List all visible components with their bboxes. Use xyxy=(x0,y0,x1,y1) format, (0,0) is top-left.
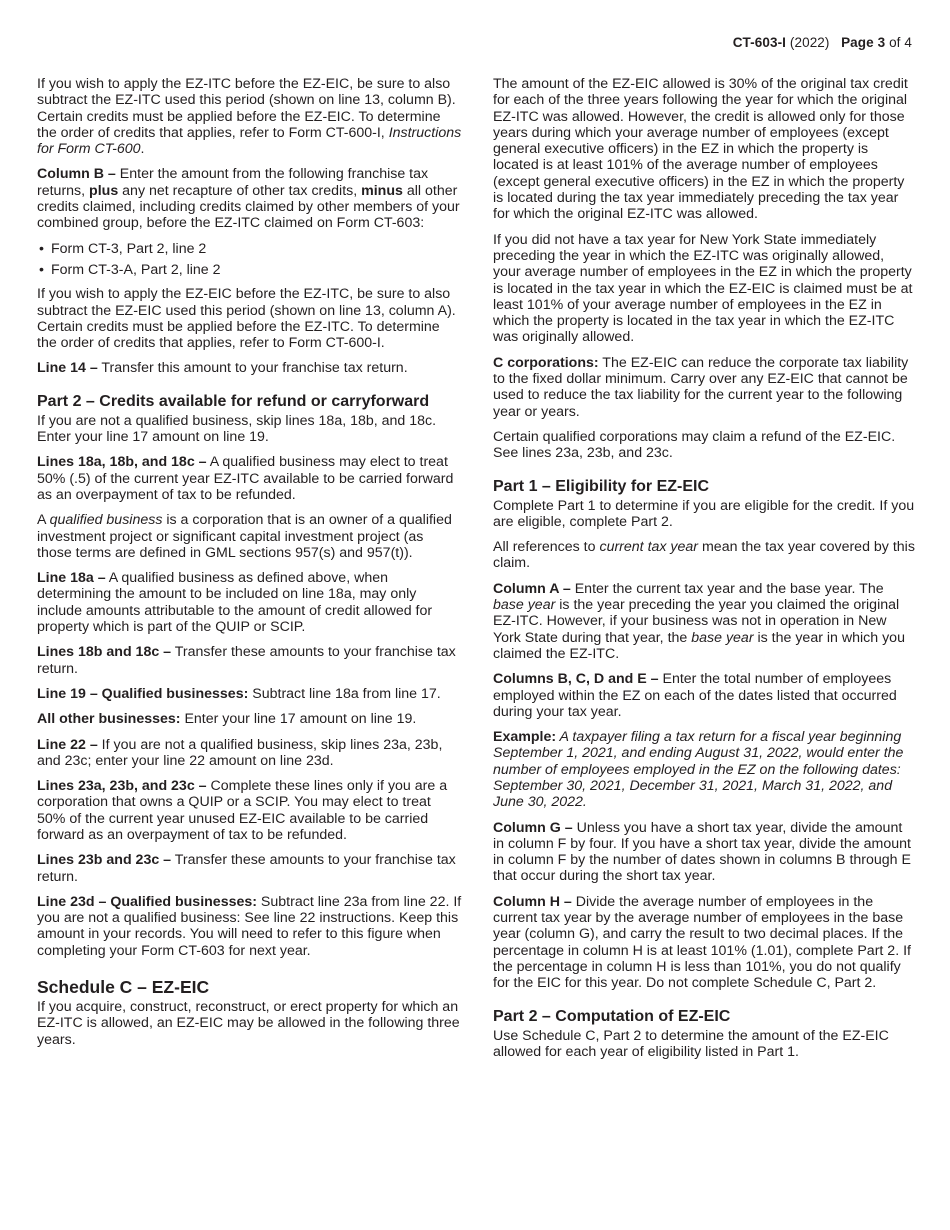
example-paragraph: Example: A taxpayer filing a tax return for a fiscal year beginning September 1, 2021, and ending August 31, 2022, would enter the number of employees employed in the EZ on the following dates: September 30, 2021, December 31, 2021, March 31, 2022, and June 30, 2022. xyxy=(493,729,904,811)
column-g-paragraph: Column G – Unless you have a short tax year, divide the amount in column F by four. If you have a short tax year, divide the amount in column F by the number of dates shown in columns B through E that occur during the short tax year. xyxy=(493,819,911,885)
schedule-c-heading: Schedule C – EZ-EIC xyxy=(37,977,210,998)
part-2-intro: If you are not a qualified business, skip lines 18a, 18b, and 18c. Enter your line 17 amount on line 19. xyxy=(37,412,437,446)
page-header xyxy=(733,35,912,50)
line-14-paragraph: Line 14 – Transfer this amount to your franchise tax return. xyxy=(37,360,408,377)
refund-paragraph: Certain qualified corporations may claim a refund of the EZ-EIC. See lines 23a, 23b, and 23c. xyxy=(493,428,896,462)
line-22-paragraph: Line 22 – If you are not a qualified business, skip lines 23a, 23b, and 23c; enter your line 22 amount on line 23d. xyxy=(37,736,443,769)
lines-18-paragraph: Lines 18a, 18b, and 18c – A qualified business may elect to treat 50% (.5) of the current year EZ-ITC available to be carried forward as an overpayment of tax to be refunded. xyxy=(37,454,454,503)
c-corporations-paragraph: C corporations: The EZ-EIC can reduce the corporate tax liability to the fixed dollar minimum. Carry over any EZ-EIC that cannot be used to reduce the tax liability for the current year to the following year or years. xyxy=(493,354,909,420)
part-2-computation-text: Use Schedule C, Part 2 to determine the amount of the EZ-EIC allowed for each year of eligibility listed in Part 1. xyxy=(493,1027,889,1060)
all-other-paragraph: All other businesses: Enter your line 17 amount on line 19. xyxy=(37,711,417,728)
left-column xyxy=(37,76,462,1057)
form-year: (2022) xyxy=(786,35,830,50)
column-a-paragraph: Column A – Enter the current tax year and the base year. The base year is the year preceding the year you claimed the original EZ-ITC. However, if your business was not in operation in New York State during that year, the base year is the year in which you claimed the EZ-ITC. xyxy=(493,580,905,662)
right-column xyxy=(493,76,915,1069)
part-1-heading: Part 1 – Eligibility for EZ-EIC xyxy=(493,477,710,495)
schedule-c-intro: If you acquire, construct, reconstruct, or erect property for which an EZ-ITC is allowed, an EZ-EIC may be allowed in the following three years. xyxy=(37,999,460,1048)
lines-23-paragraph: Lines 23a, 23b, and 23c – Complete these lines only if you are a corporation that owns a QUIP or a SCIP. You may elect to treat 50% of the current year unused EZ-EIC available to be carried forward as an overpayment of tax to be refunded. xyxy=(37,778,448,843)
part-2-heading: Part 2 – Credits available for refund or carryforward xyxy=(37,392,430,410)
qualified-business-paragraph: A qualified business is a corporation that is an owner of a qualified investment project or significant capital investment project (as those terms are defined in GML sections 957(s) and 957(t)). xyxy=(37,512,452,561)
column-b-paragraph: Column B – Enter the amount from the following franchise tax returns, plus any net recapture of other tax credits, minus all other credits claimed, including credits claimed by other members of your combined group, before the EZ-ITC claimed on Form CT-603: xyxy=(37,166,460,232)
apply-itc-paragraph: If you wish to apply the EZ-ITC before the EZ-EIC, be sure to also subtract the EZ-ITC used this period (shown on line 13, column B). Certain credits must be applied before the EZ-EIC. To determine the order of credits that applies, refer to Form CT-600-I, Instructions for Form CT-600. xyxy=(37,76,462,158)
columns-bcde-paragraph: Columns B, C, D and E – Enter the total number of employees employed within the EZ on each of the dates listed that occurred during your tax year. xyxy=(493,671,897,720)
page-total: of 4 xyxy=(885,35,912,50)
no-tax-year-paragraph: If you did not have a tax year for New York State immediately preceding the year in which the EZ-ITC was originally allowed, your average number of employees in the EZ in which the property is located in the tax year in which the EZ-EIC is claimed must be at least 101% of your average number of employees in the EZ in which the property is located in the tax year in which the EZ-ITC was originally allowed. xyxy=(493,231,913,346)
list-item: • Form CT-3-A, Part 2, line 2 xyxy=(37,262,462,278)
line-19-paragraph: Line 19 – Qualified businesses: Subtract line 18a from line 17. xyxy=(37,685,441,702)
form-code: CT-603-I xyxy=(732,35,787,50)
lines-23bc-paragraph: Lines 23b and 23c – Transfer these amounts to your franchise tax return. xyxy=(37,852,456,885)
part-2-computation-heading: Part 2 – Computation of EZ-EIC xyxy=(493,1007,731,1025)
part-1-intro: Complete Part 1 to determine if you are eligible for the credit. If you are eligible, complete Part 2. xyxy=(493,497,915,530)
apply-eic-paragraph: If you wish to apply the EZ-EIC before the EZ-ITC, be sure to also subtract the EZ-EIC used this period (shown on line 13, column A). Certain credits must be applied before the EZ-ITC. To determine the order of credits that applies, refer to Form CT-600-I. xyxy=(37,286,456,352)
column-h-paragraph: Column H – Divide the average number of employees in the current tax year by the average number of employees in the base year (column G), and carry the result to two decimal places. If the percentage in column H is at least 101% (1.01), complete Part 2. If the percentage in column H is less than 101%, you do not qualify for the EIC for this year. Do not complete Schedule C, Part 2. xyxy=(493,893,911,992)
eic-amount-paragraph: The amount of the EZ-EIC allowed is 30% of the original tax credit for each of the three years following the year for which the original EZ-ITC was allowed. However, the credit is allowed only for those years during which your average number of employees (except general executive officers) in the EZ in which the property is located is at least 101% of the average number of employees (except general executive officers) in the EZ in which the property is located during the tax year immediately preceding the tax year for which the original EZ-ITC was allowed. xyxy=(493,76,908,223)
line-18a-paragraph: Line 18a – A qualified business as defined above, when determining the amount to be included on line 18a, may only include amounts attributable to the amount of credit allowed for property which is part of the QUIP or SCIP. xyxy=(37,570,433,636)
line-23d-paragraph: Line 23d – Qualified businesses: Subtract line 23a from line 22. If you are not a qualified business: See line 22 instructions. Keep this amount in your records. You will need to refer to this figure when completing your Form CT-603 for next year. xyxy=(37,893,462,959)
lines-18bc-paragraph: Lines 18b and 18c – Transfer these amounts to your franchise tax return. xyxy=(37,644,456,677)
list-item: • Form CT-3, Part 2, line 2 xyxy=(37,241,462,257)
form-list xyxy=(37,241,462,279)
references-paragraph: All references to current tax year mean the tax year covered by this claim. xyxy=(493,539,915,572)
page-number: Page 3 xyxy=(841,35,886,50)
